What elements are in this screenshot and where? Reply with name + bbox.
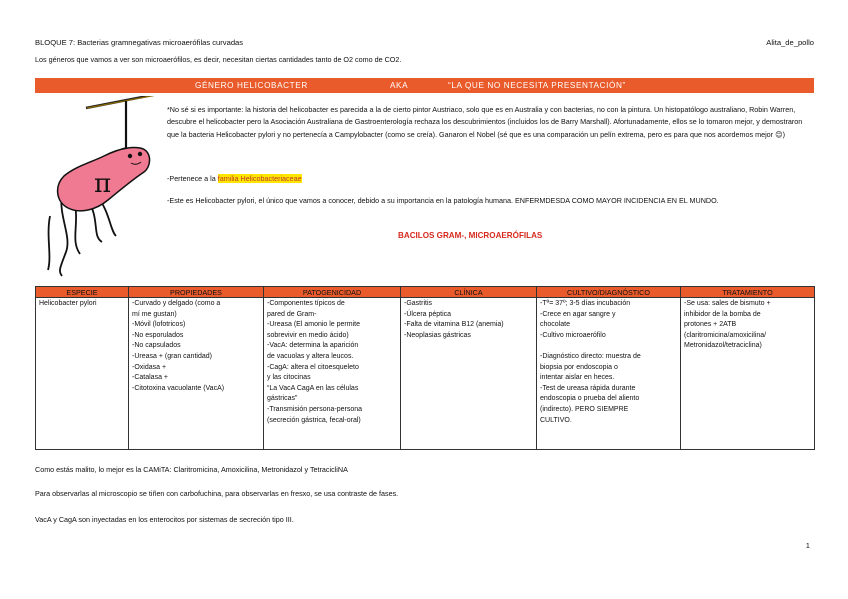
intro-text: Los géneros que vamos a ver son microaerófilos, es decir, necesitan ciertas cantidades tanto de O2 como de CO2. <box>35 55 402 64</box>
table-row <box>36 298 815 450</box>
document-title: BLOQUE 7: Bacterias gramnegativas microaerófilas curvadas <box>35 38 244 47</box>
pi-symbol: π <box>94 169 112 199</box>
treatment-mnemonic: Como estás malito, lo mejor es la CAMiTA: Claritromicina, Amoxicilina, Metronidazol y TetracicliNA <box>35 465 348 474</box>
header-especie: ESPECIE <box>36 287 129 298</box>
header-propiedades: PROPIEDADES <box>129 287 264 298</box>
genus-banner <box>35 78 814 93</box>
secretion-note: VacA y CagA son inyectadas en los enterocitos por sistemas de secreción tipo III. <box>35 515 294 524</box>
genus-nickname: “LA QUE NO NECESITA PRESENTACIÓN” <box>448 81 626 90</box>
header-cultivo: CULTIVO/DIAGNÓSTICO <box>537 287 681 298</box>
cell-especie: Helicobacter pylori <box>36 298 129 450</box>
genus-title: GÉNERO HELICOBACTER <box>195 81 308 90</box>
table-header-row <box>36 287 815 298</box>
cell-patogenicidad: -Componentes típicos de pared de Gram- -Ureasa (El amonio le permite sobrevivir en medio ácido) -VacA: determina la aparición de vacuolas y altera leucos. -CagA: altera el citoesqueleto y las citocinas “La VacA CagA en las células gástricas” -Transmisión persona-persona (secreción gástrica, fecal-oral) <box>264 298 401 450</box>
header-clinica: CLÍNICA <box>401 287 537 298</box>
author-name: Alita_de_pollo <box>766 38 814 47</box>
helicobacter-table <box>35 286 815 450</box>
cell-tratamiento: -Se usa: sales de bismuto + inhibidor de la bomba de protones + 2ATB (claritromicina/amoxicilina/ Metronidazol/tetraciclina) <box>681 298 815 450</box>
bacilos-heading: BACILOS GRAM-, MICROAERÓFILAS <box>398 231 543 240</box>
propeller-icon <box>86 96 165 154</box>
smile-icon: 😊 <box>775 129 783 139</box>
aka-label: AKA <box>390 81 409 90</box>
microscopy-note: Para observarlas al microscopio se tiñen con carbofuchina, para observarlas en fresxo, se usa contraste de fases. <box>35 489 399 498</box>
helicobacter-drawing <box>40 96 165 280</box>
cell-clinica: -Gastritis -Úlcera péptica -Falta de vitamina B12 (anemia) -Neoplasias gástricas <box>401 298 537 450</box>
page-number: 1 <box>805 541 810 550</box>
pylori-note: -Este es Helicobacter pylori, el único que vamos a conocer, debido a su importancia en la patología humana. ENFERMDESDA COMO MAYOR INCIDENCIA EN EL MUNDO. <box>167 196 719 205</box>
cell-cultivo: -Tª= 37º; 3-5 días incubación -Crece en agar sangre y chocolate -Cultivo microaerófilo -Diagnóstico directo: muestra de biopsia por endoscopia o intentar aislar en heces. -Test de ureasa rápida durante endoscopia o prueba del aliento (indirecto). PERO SIEMPRE CULTIVO. <box>537 298 681 450</box>
history-paragraph: *No sé si es importante: la historia del helicobacter es parecida a la de cierto pintor Austriaco, solo que es en Australia y con bacterias, no con la pintura. Un histopatólogo australiano, Robin Warren, descubre el helicobacter pero la Asociación Australiana de Gastroenterología rechaza los descubrimientos (incluidos los de Barry Marshall). Afortunadamente, ellos se lo tomaron mejor, y demostraron que la bacteria Helicobacter pylori y no pertenecía a Campylobacter (como se creía). Ganaron el Nobel (sé que es una comparación un pelín extrema, pero es para que nos acordemos mejor 😊) <box>167 105 803 139</box>
header-patogenicidad: PATOGENICIDAD <box>264 287 401 298</box>
family-line: -Pertenece a la familia Helicobacteriaceae <box>167 174 302 183</box>
family-name: familia Helicobacteriaceae <box>217 174 302 183</box>
cell-propiedades: -Curvado y delgado (como a mí me gustan) -Móvil (lofotricos) -No esporulados -No capsulados -Ureasa + (gran cantidad) -Oxidasa + -Catalasa + -Citotoxina vacuolante (VacA) <box>129 298 264 450</box>
header-tratamiento: TRATAMIENTO <box>681 287 815 298</box>
